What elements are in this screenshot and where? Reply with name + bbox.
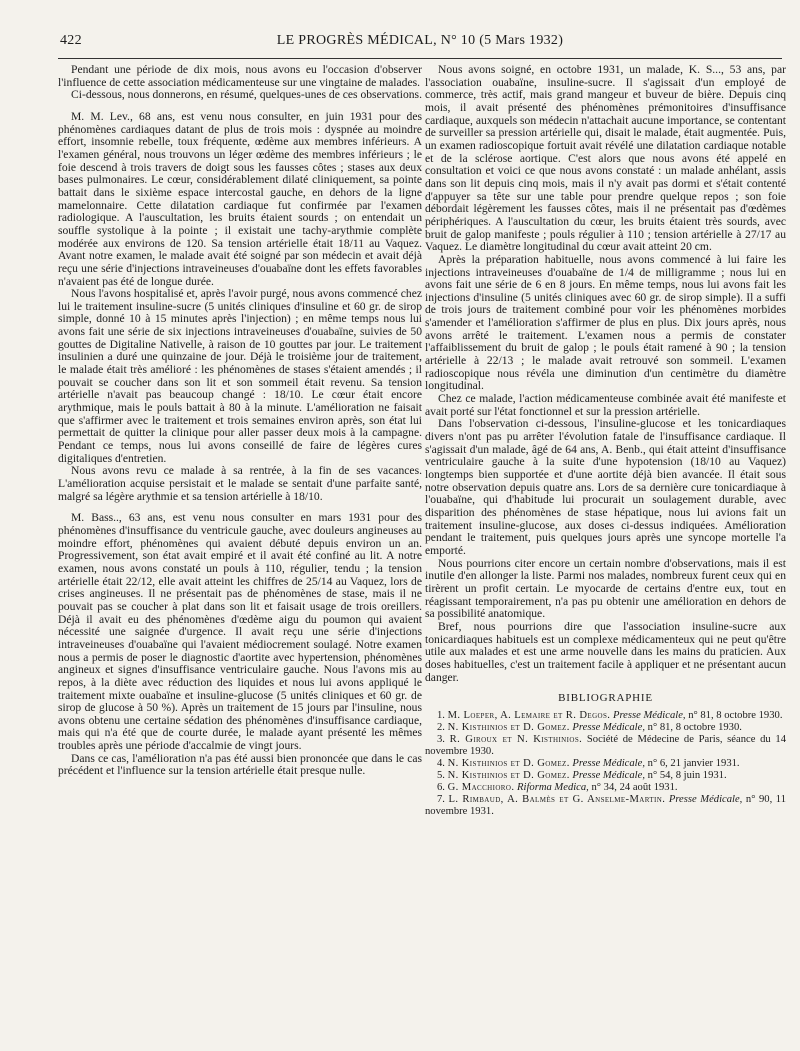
bibliography-entry: 4. N. Kisthinios et D. Gomez. Presse Médicale, n° 6, 21 janvier 1931. xyxy=(437,757,740,769)
case-paragraph-ks: Nous avons soigné, en octobre 1931, un malade, K. S..., 53 ans, par l'association ouabaïne, insuline-sucre. Il s'agissait d'un employé de commerce, très actif, mais grand mangeur et buveur de bière. Depuis cinq mois, il avait présenté des phénomènes prémonitoires d'insuffisance cardiaque, auxquels son médecin n'attachait aucune importance, se contentant de surveiller sa pression artérielle qui, disait le malade, était augmentée. Puis, un examen radioscopique fortuit avait révélé une dilatation cardiaque notable et de la sclérose aortique. C'est alors que nous avons été appelé en consultation et voici ce que nous avons constaté : un malade anhélant, assis dans son lit depuis cinq mois, mais il n'y avait pas dormi et s'était contenté d'appuyer sa tête sur une table pour prendre quelque repos ; son foie débordait légèrement les fausses côtes, mais il ne présentait pas d'œdèmes périphériques. A l'auscultation du cœur, les bruits étaient très sourds, avec bruit de galop manifeste ; pouls régulier à 110 ; tension artérielle à 27/17 au Vaquez. Le diamètre longitudinal du cœur avait atteint 20 cm. xyxy=(425,63,786,254)
paragraph: Chez ce malade, l'action médicamenteuse combinée avait été manifeste et avait porté sur l'état fonctionnel et sur la pression artérielle. xyxy=(425,392,786,418)
paragraph: Bref, nous pourrions dire que l'association insuline-sucre aux tonicardiaques habituels est un complexe médicamenteux qui ne peut qu'être utile aux malades et est une arme nouvelle dans les mains du praticien. Aux doses habituelles, c'est un traitement facile à appliquer et ne présentant aucun danger. xyxy=(425,619,786,684)
page-number: 422 xyxy=(60,33,82,48)
bibliography-list xyxy=(425,710,786,818)
right-column xyxy=(425,64,786,818)
bibliography-entry: 5. N. Kisthinios et D. Gomez. Presse Médicale, n° 54, 8 juin 1931. xyxy=(437,769,727,781)
header-rule xyxy=(58,58,782,59)
left-column xyxy=(58,64,422,778)
paragraph: Nous l'avons hospitalisé et, après l'avoir purgé, nous avons commencé chez lui le traitement insuline-sucre (5 unités cliniques d'insuline et 60 gr. de sirop simple, donné 10 à 15 minutes après l'injection) ; en même temps nous lui avons fait une série de six injections intraveineuses d'ouabaïne, suivies de 50 gouttes de Digitaline Nativelle, à raison de 10 gouttes par jour. Le traitement insulinien a duré une quinzaine de jour. Déjà le troisième jour de traitement, le malade était très amélioré : les phénomènes de stases s'étaient amendés ; il pouvait se coucher dans son lit et son sommeil était revenu. Sa tension artérielle n'avait pas beaucoup changé : 18/10. Le cœur était encore arythmique, mais le pouls battait à 80 à la minute. L'amélioration ne faisait que s'affirmer avec le traitement et trois semaines environ après, son état lui permettait de quitter la clinique pour aller passer deux mois à la campagne. Pendant ce temps, nous lui avons conseillé de faire de légères cures digitaliques d'entretien. xyxy=(58,287,422,465)
paragraph: Nous avons revu ce malade à sa rentrée, à la fin de ses vacances. L'amélioration acquise persistait et le malade se sentait d'une parfaite santé, malgré sa légère arythmie et sa tension artérielle à 18/10. xyxy=(58,464,422,503)
paragraph: Pendant une période de dix mois, nous avons eu l'occasion d'observer l'influence de cette association médicamenteuse sur une vingtaine de malades. xyxy=(58,63,422,89)
paragraph: Dans l'observation ci-dessous, l'insuline-glucose et les tonicardiaques divers n'ont pas pu arrêter l'évolution fatale de l'insuffisance cardiaque. Il s'agissait d'un malade, âgé de 64 ans, A. Benb., qui était atteint d'insuffisance ventriculaire gauche à la suite d'une hypotension (18/10 au Vaquez) longtemps bien supportée et d'une aortite déjà bien avancée. Il était sous notre observation depuis quatre ans. Lors de sa dernière cure tonicardiaque à l'ouabaïne, qui d'habitude lui procurait un soulagement durable, avec disparition des phénomènes de stase hépatique, nous lui avions fait un traitement insuline-glucose, aux doses ci-dessus indiquées. Amélioration pendant le traitement, puis quelques jours après une syncope mortelle l'a emporté. xyxy=(425,417,786,557)
case-paragraph-lev: M. M. Lev., 68 ans, est venu nous consulter, en juin 1931 pour des phénomènes cardiaques datant de plus de trois mois : dyspnée au moindre effort, insomnie rebelle, toux fréquente, œdème aux membres inférieurs. A l'examen général, nous trouvons un léger œdème des membres inférieurs ; le foie descend à trois travers de doigt sous les fausses côtes ; stases aux deux bases pulmonaires. Le cœur, considérablement dilaté cliniquement, sa pointe battait dans le sixième espace intercostal gauche, en dehors de la ligne mamelonnaire. Cette dilatation cardiaque fut confirmée par l'examen radiologique. A l'auscultation, les bruits étaient sourds ; on entendait un souffle systolique à la pointe ; il existait une tachy-arythmie complète modérée aux environs de 120. Sa tension artérielle était 18/11 au Vaquez. Avant notre examen, le malade avait été soigné par son médecin et avait déjà reçu une série d'injections intraveineuses d'ouabaïne dont les effets favorables n'avaient pas été de longue durée. xyxy=(58,109,422,288)
bibliography-entry: 2. N. Kisthinios et D. Gomez. Presse Médicale, n° 81, 8 octobre 1930. xyxy=(437,721,742,733)
paragraph: Dans ce cas, l'amélioration n'a pas été aussi bien prononcée que dans le cas précédent et l'influence sur la tension artérielle était presque nulle. xyxy=(58,751,422,778)
paragraph: Après la préparation habituelle, nous avons commencé à lui faire les injections intraveineuses d'ouabaïne de 1/4 de milligramme ; nous lui en avons fait une série de 6 en 8 jours. En même temps, nous lui avons fait les injections d'insuline (5 unités cliniques avec 60 gr. de sirop simple). Il a suffi de trois jours de traitement combiné pour voir les phénomènes morbides s'amender et l'amélioration s'affirmer de plus en plus. Dix jours après, nous avons arrêté le traitement. L'examen nous a permis de constater l'affaiblissement du bruit de galop ; le pouls était ramené à 90 ; la tension artérielle à 22/13 ; le malade avait retrouvé son sommeil. L'examen radioscopique nous révéla une diminution d'un centimètre du diamètre longitudinal. xyxy=(425,252,786,393)
bibliography-entry: 1. M. Loeper, A. Lemaire et R. Degos. Presse Médicale, n° 81, 8 octobre 1930. xyxy=(437,709,783,721)
paragraph: Ci-dessous, nous donnerons, en résumé, quelques-unes de ces observations. xyxy=(71,88,422,102)
bibliography-entry: 7. L. Rimbaud, A. Balmès et G. Anselme-Martin. Presse Médicale, n° 90, 11 novembre 1931. xyxy=(425,793,786,817)
case-paragraph-bass: M. Bass.., 63 ans, est venu nous consulter en mars 1931 pour des phénomènes d'insuffisance du ventricule gauche, avec douleurs angineuses au moindre effort, phénomènes qui avaient débuté depuis environ un an. Progressivement, son état avait empiré et il avait été confiné au lit. A notre examen, nous avons constaté un pouls à 110, régulier, tendu ; la tension artérielle était 22/12, elle avait atteint les chiffres de 25/14 au Vaquez, lors de crises angineuses. Il ne présentait pas de phénomènes de stase, mais il ne pouvait pas se coucher à plat dans son lit et faisait usage de trois oreillers. Déjà il avait eu des phénomènes d'œdème aigu du poumon qui avaient nécessité une saignée d'urgence. Il avait reçu une série d'injections intraveineuses d'ouabaïne qui l'avaient médiocrement soulagé. Notre examen nous a permis de poser le diagnostic d'aortite avec hypertension, phénomènes angineux et signes d'insuffisance ventriculaire gauche. Nous l'avons mis au repos, à la diète avec réduction des liquides et nous lui avons appliqué le traitement mixte ouabaïne et insuline-glucose (5 unités cliniques et 60 gr. de sirop de glucose à 50 %). Après un traitement de 15 jours par l'insuline, nous avons obtenu une certaine sédation des phénomènes d'insuffisance cardiaque, mais qui n'a été que de courte durée, le malade ayant présenté les mêmes troubles après une période d'accalmie de vingt jours. xyxy=(58,511,422,753)
bibliography-entry: 6. G. Macchioro. Riforma Medica, n° 34, 24 août 1931. xyxy=(437,781,678,793)
bibliography-entry: 3. R. Giroux et N. Kisthinios. Société de Médecine de Paris, séance du 14 novembre 1930. xyxy=(425,733,786,757)
paragraph: Nous pourrions citer encore un certain nombre d'observations, mais il est inutile d'en allonger la liste. Parmi nos malades, nombreux furent ceux qui en tirèrent un profit certain. Le myocarde de certains d'entre eux, tout en réagissant temporairement, n'a pas pu obtenir une amélioration en dehors de sa possibilité anatomique. xyxy=(425,556,786,621)
bibliography-heading: BIBLIOGRAPHIE xyxy=(558,692,653,705)
running-title: LE PROGRÈS MÉDICAL, N° 10 (5 Mars 1932) xyxy=(276,33,564,48)
page-header xyxy=(58,33,782,51)
